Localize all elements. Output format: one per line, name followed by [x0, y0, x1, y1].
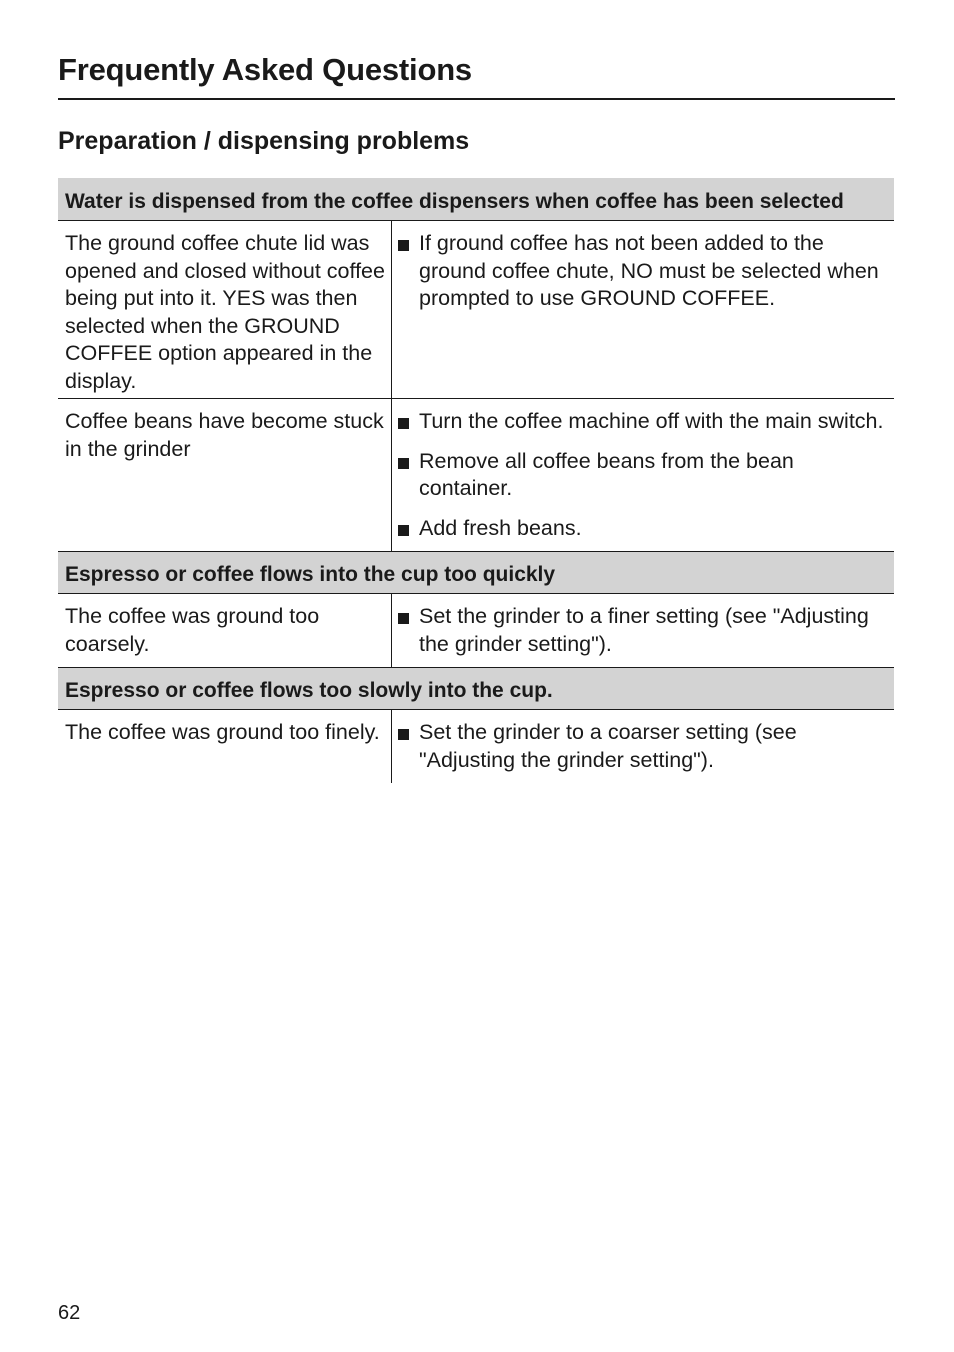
cause-cell: Coffee beans have become stuck in the grinder: [58, 399, 392, 551]
remedy-item: [396, 603, 884, 658]
remedy-cell: [392, 399, 894, 551]
cause-cell: The ground coffee chute lid was opened and closed without coffee being put into it. YES was then selected when the GROUND COFFEE option appeared in the display.: [58, 221, 392, 398]
square-bullet-icon: [396, 515, 419, 543]
table-row: [58, 221, 894, 399]
square-bullet-icon: [396, 230, 419, 313]
square-bullet-icon: [396, 408, 419, 436]
page-number: 62: [58, 1302, 81, 1324]
problem-header: Espresso or coffee flows too slowly into the cup.: [58, 668, 894, 710]
square-bullet-icon: [396, 448, 419, 503]
faq-table: [58, 178, 894, 783]
remedy-item: [396, 230, 884, 313]
square-bullet-icon: [396, 719, 419, 774]
remedy-cell: [392, 710, 894, 783]
remedy-item: [396, 515, 884, 543]
remedy-text: Add fresh beans.: [419, 515, 582, 540]
table-row: [58, 710, 894, 783]
remedy-cell: [392, 594, 894, 667]
square-bullet-icon: [396, 603, 419, 658]
title-divider: [58, 98, 895, 100]
section-title: Preparation / dispensing problems: [58, 127, 470, 155]
remedy-text: Turn the coffee machine off with the main switch.: [419, 409, 884, 433]
remedy-text: Remove all coffee beans from the bean container.: [419, 448, 794, 500]
remedy-text: If ground coffee has not been added to the ground coffee chute, NO must be selected when prompted to use GROUND COFFEE.: [419, 231, 879, 310]
cause-cell: The coffee was ground too finely.: [58, 710, 392, 783]
remedy-item: [396, 448, 884, 503]
remedy-cell: [392, 221, 894, 398]
remedy-item: [396, 719, 884, 774]
cause-cell: The coffee was ground too coarsely.: [58, 594, 392, 667]
page-title: Frequently Asked Questions: [58, 52, 472, 87]
problem-header: Espresso or coffee flows into the cup too quickly: [58, 552, 894, 594]
table-row: [58, 594, 894, 668]
remedy-item: [396, 408, 884, 436]
remedy-text: Set the grinder to a finer setting (see "Adjusting the grinder setting").: [419, 604, 869, 656]
table-row: [58, 399, 894, 552]
remedy-text: Set the grinder to a coarser setting (see "Adjusting the grinder setting").: [419, 720, 797, 772]
problem-header: Water is dispensed from the coffee dispensers when coffee has been selected: [58, 178, 894, 221]
